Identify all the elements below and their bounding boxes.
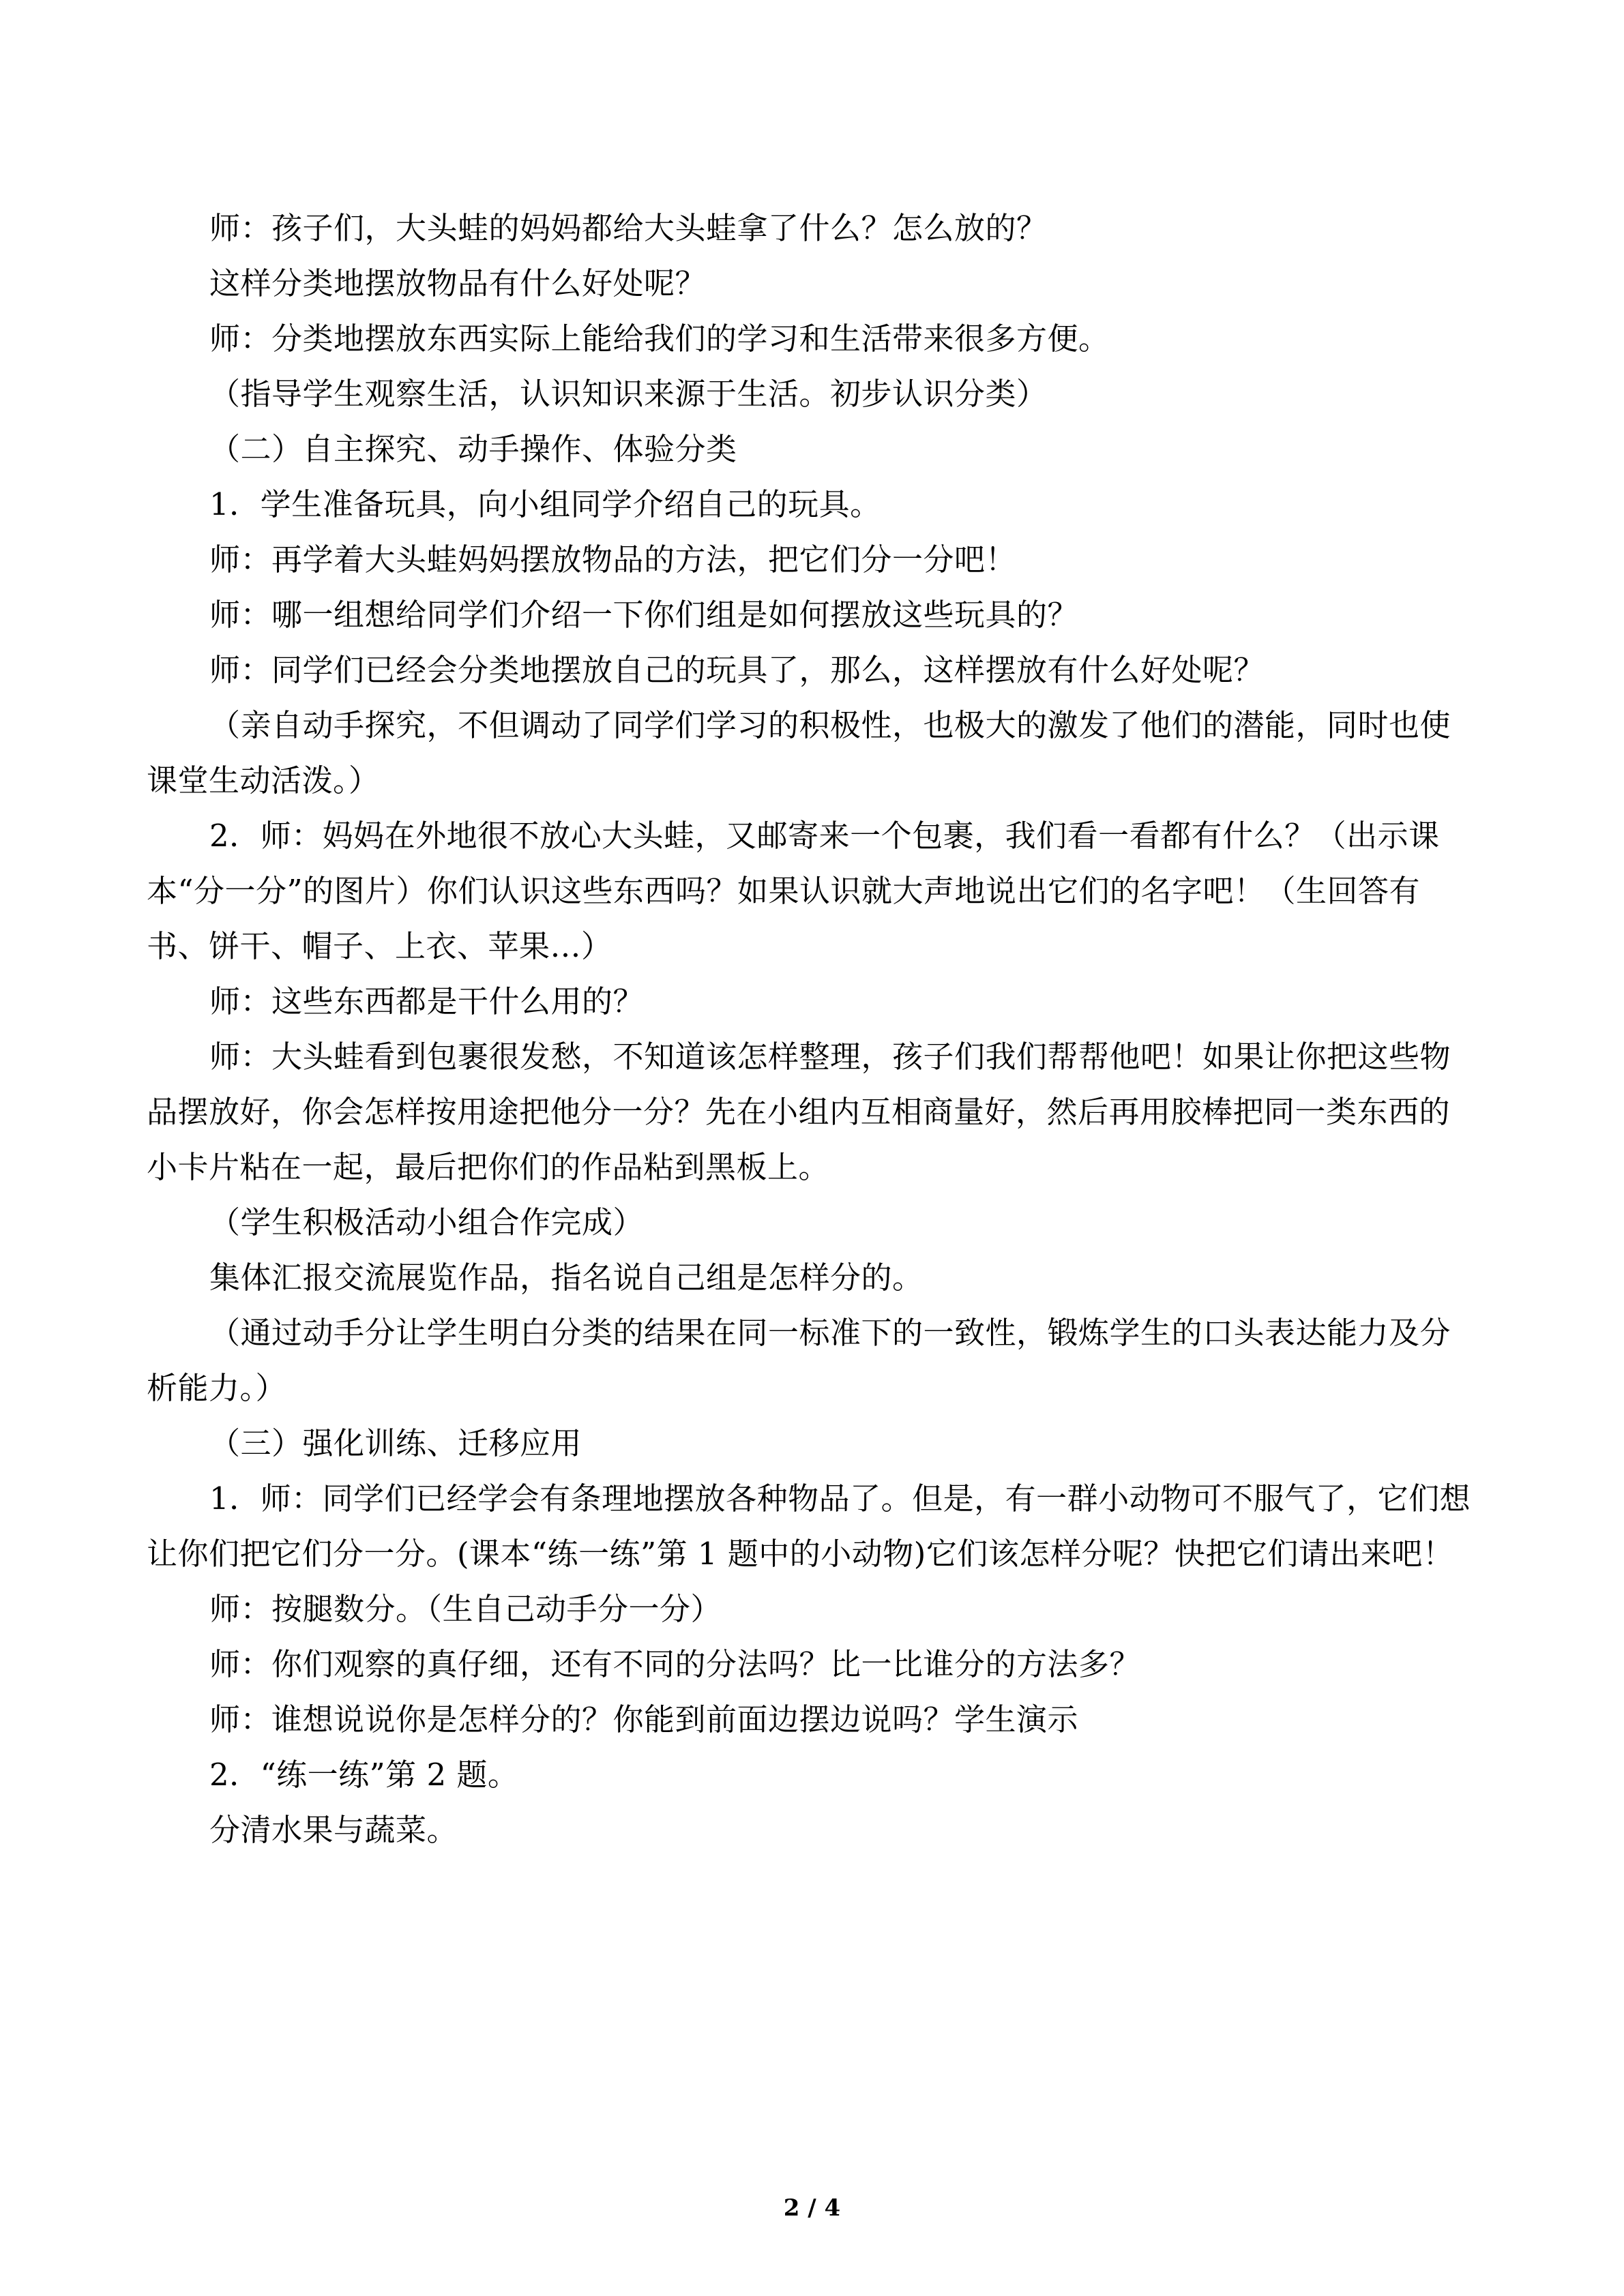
section-heading: （三）强化训练、迁移应用 [209, 1425, 582, 1461]
document-body [147, 200, 1471, 1858]
paragraph: （学生积极活动小组合作完成） [209, 1204, 645, 1240]
paragraph: 1．师：同学们已经学会有条理地摆放各种物品了。但是，有一群小动物可不服气了，它们想让你们把它们分一分。(课本“练一练”第 1 题中的小动物)它们该怎样分呢？快把它们请出来吧！ [147, 1480, 1471, 1572]
paragraph: （通过动手分让学生明白分类的结果在同一标准下的一致性，锻炼学生的口头表达能力及分析能力。） [147, 1315, 1451, 1406]
paragraph: 师：你们观察的真仔细，还有不同的分法吗？比一比谁分的方法多？ [209, 1646, 1141, 1682]
paragraph: 分清水果与蔬菜。 [209, 1812, 458, 1848]
paragraph: （指导学生观察生活，认识知识来源于生活。初步认识分类） [209, 376, 1048, 412]
paragraph: 师：分类地摆放东西实际上能给我们的学习和生活带来很多方便。 [209, 320, 1110, 357]
paragraph: （亲自动手探究，不但调动了同学们学习的积极性，也极大的激发了他们的潜能，同时也使课堂生动活泼。） [147, 707, 1451, 799]
paragraph: 师：按腿数分。（生自己动手分一分） [209, 1591, 722, 1627]
paragraph: 这样分类地摆放物品有什么好处呢？ [209, 265, 707, 301]
paragraph: 1．学生准备玩具，向小组同学介绍自己的玩具。 [209, 486, 881, 522]
paragraph: 师：孩子们，大头蛙的妈妈都给大头蛙拿了什么？怎么放的？ [209, 210, 1048, 246]
paragraph: 师：哪一组想给同学们介绍一下你们组是如何摆放这些玩具的？ [209, 597, 1079, 633]
paragraph: 师：谁想说说你是怎样分的？你能到前面边摆边说吗？学生演示 [209, 1701, 1079, 1738]
section-heading: （二）自主探究、动手操作、体验分类 [209, 431, 737, 467]
paragraph: 2．师：妈妈在外地很不放心大头蛙，又邮寄来一个包裹，我们看一看都有什么？（出示课本“分一分”的图片）你们认识这些东西吗？如果认识就大声地说出它们的名字吧！（生回答有书、饼干、帽子、上衣、苹果…） [147, 818, 1440, 964]
paragraph: 师：同学们已经会分类地摆放自己的玩具了，那么，这样摆放有什么好处呢？ [209, 652, 1265, 688]
paragraph: 师：再学着大头蛙妈妈摆放物品的方法，把它们分一分吧！ [209, 541, 1017, 578]
page-number: 2 / 4 [783, 2194, 841, 2222]
paragraph: 2．“练一练”第 2 题。 [209, 1757, 519, 1793]
paragraph: 集体汇报交流展览作品，指名说自己组是怎样分的。 [209, 1259, 924, 1296]
paragraph: 师：这些东西都是干什么用的？ [209, 983, 645, 1019]
paragraph: 师：大头蛙看到包裹很发愁，不知道该怎样整理，孩子们我们帮帮他吧！如果让你把这些物品摆放好，你会怎样按用途把他分一分？先在小组内互相商量好，然后再用胶棒把同一类东西的小卡片粘在一起，最后把你们的作品粘到黑板上。 [147, 1039, 1451, 1185]
